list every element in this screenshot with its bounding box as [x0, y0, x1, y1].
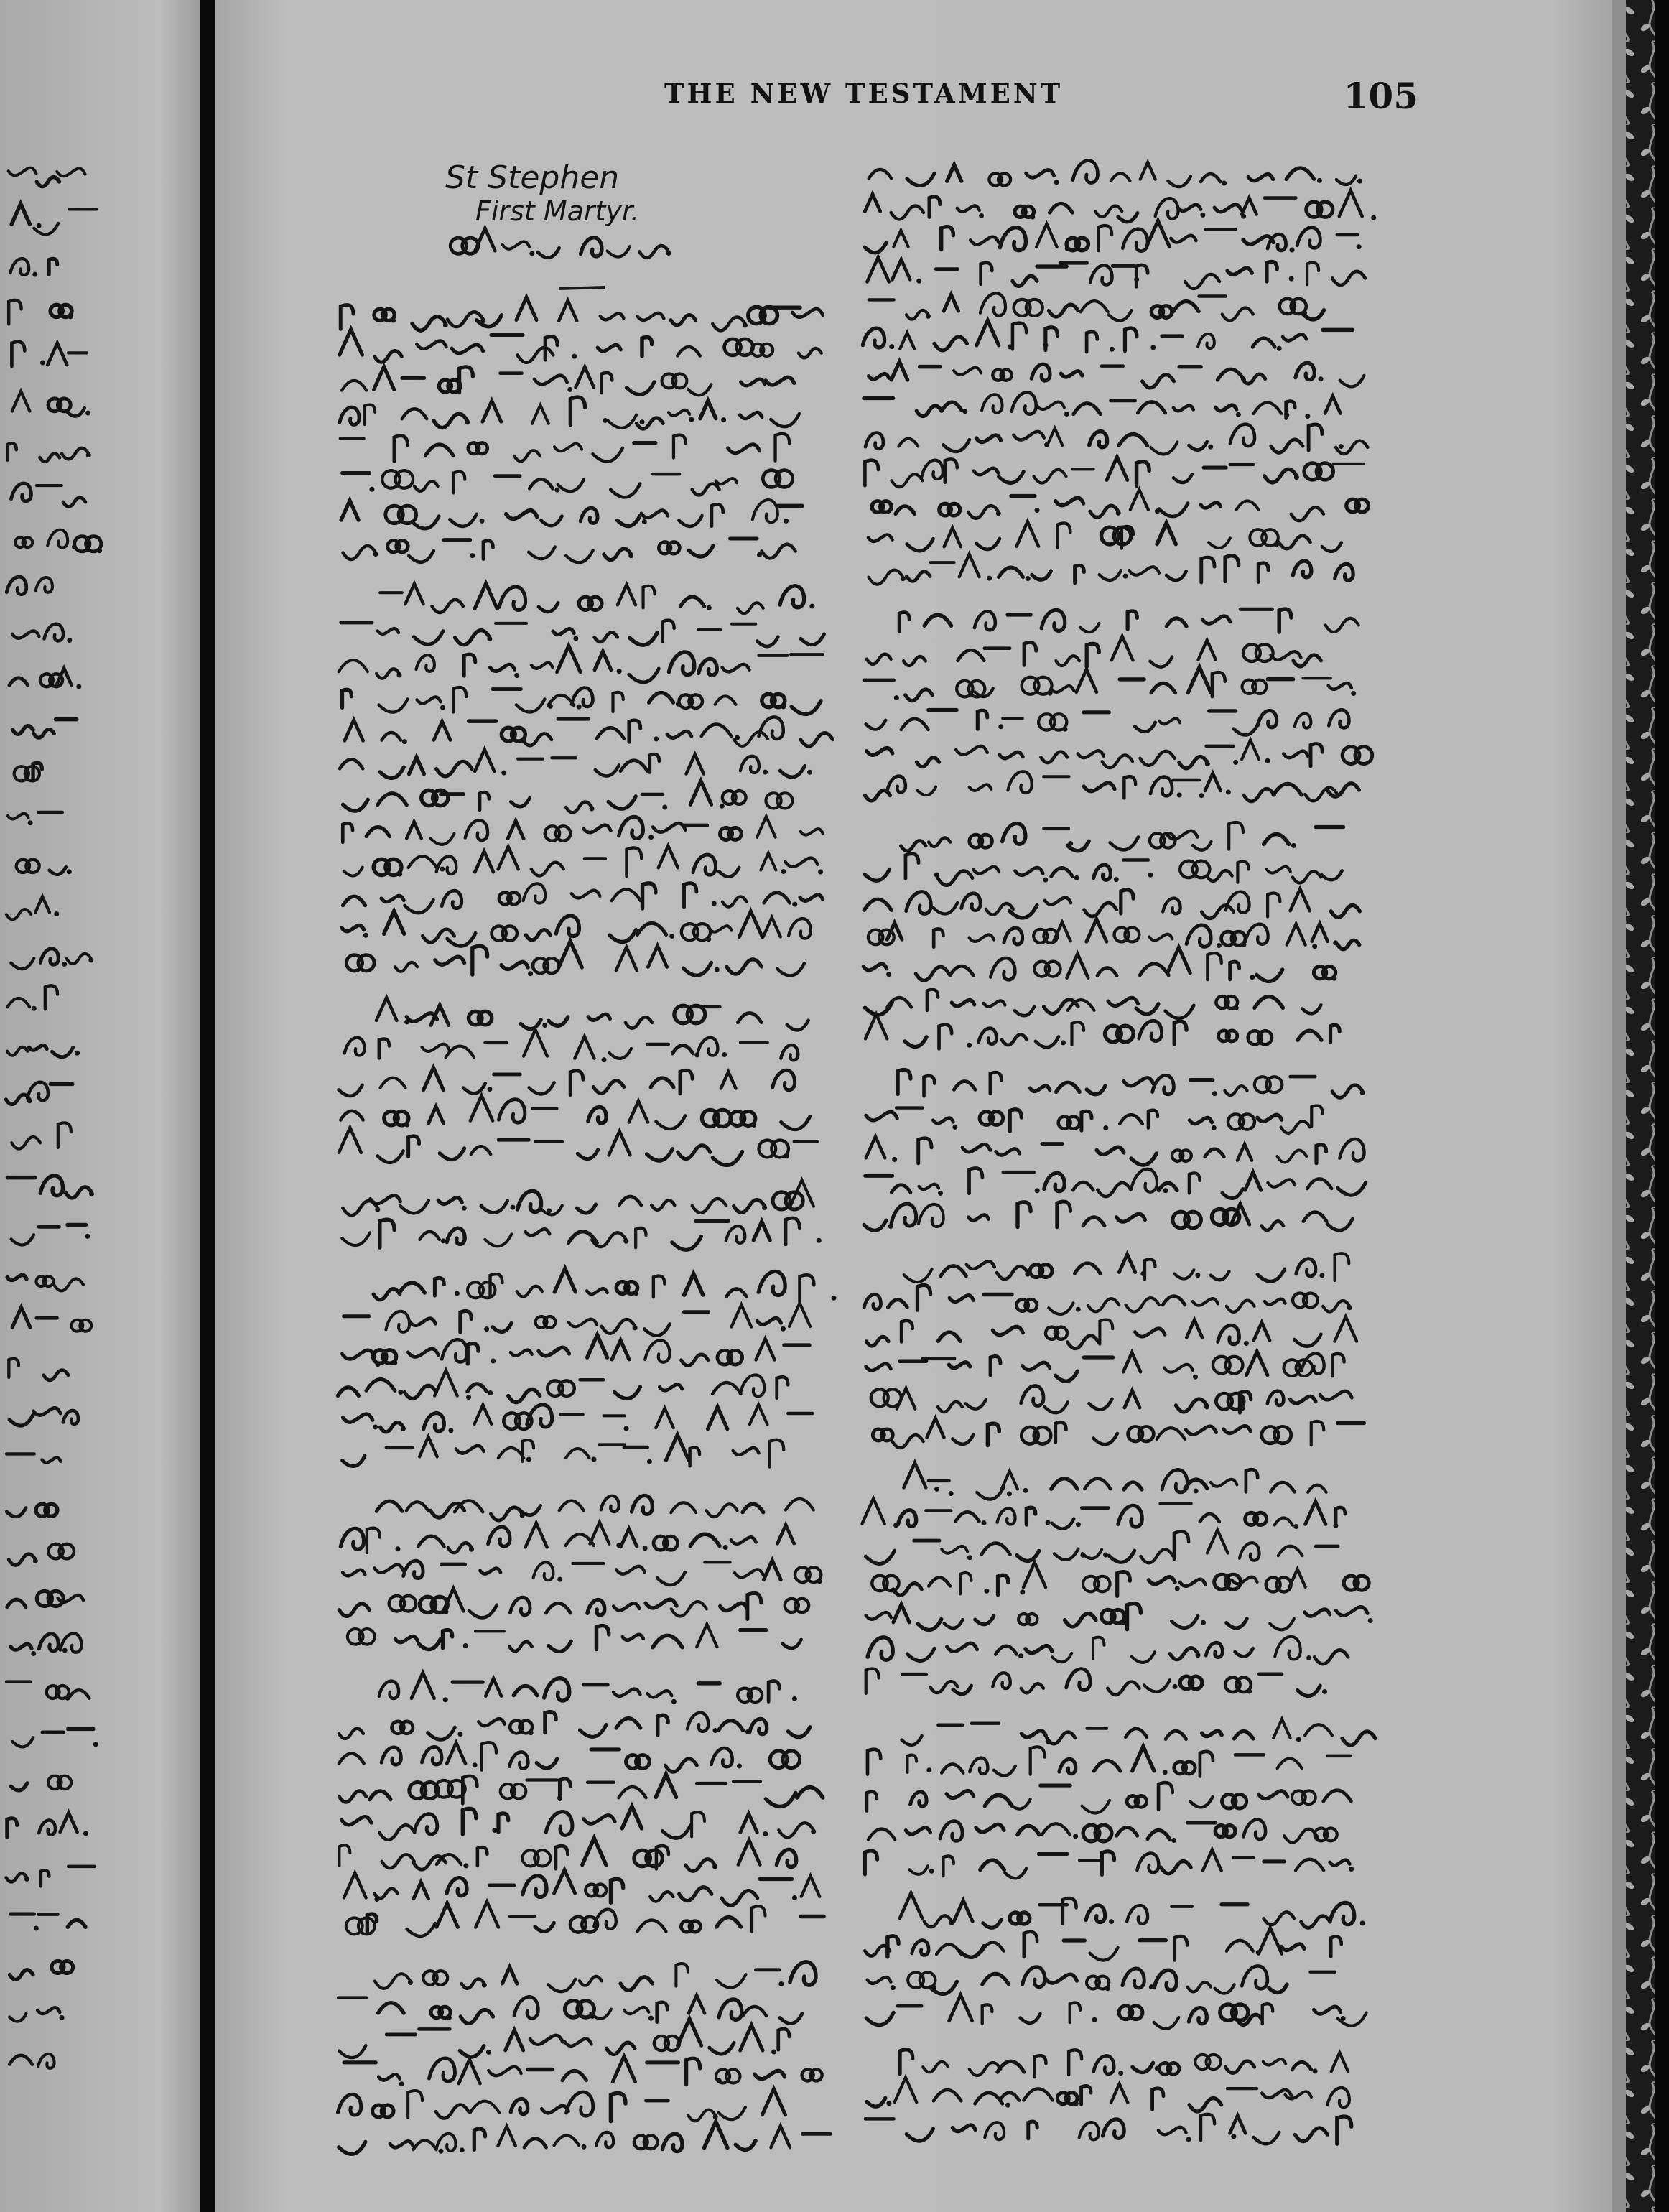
outer-dark-edge — [1655, 0, 1669, 2212]
heading-title: St Stephen — [445, 159, 620, 196]
page-edge-shadow — [1612, 0, 1627, 2212]
decorative-vine-border — [1626, 0, 1655, 2212]
heading-rule — [559, 287, 605, 289]
heading-subtitle: First Martyr. — [475, 195, 640, 227]
right-page — [215, 0, 1623, 2212]
book-gutter — [200, 0, 215, 2212]
left-page-edge — [0, 0, 200, 2212]
page-header — [650, 75, 1440, 118]
page-number: 105 — [1343, 75, 1418, 117]
running-title: THE NEW TESTAMENT — [664, 78, 1064, 109]
